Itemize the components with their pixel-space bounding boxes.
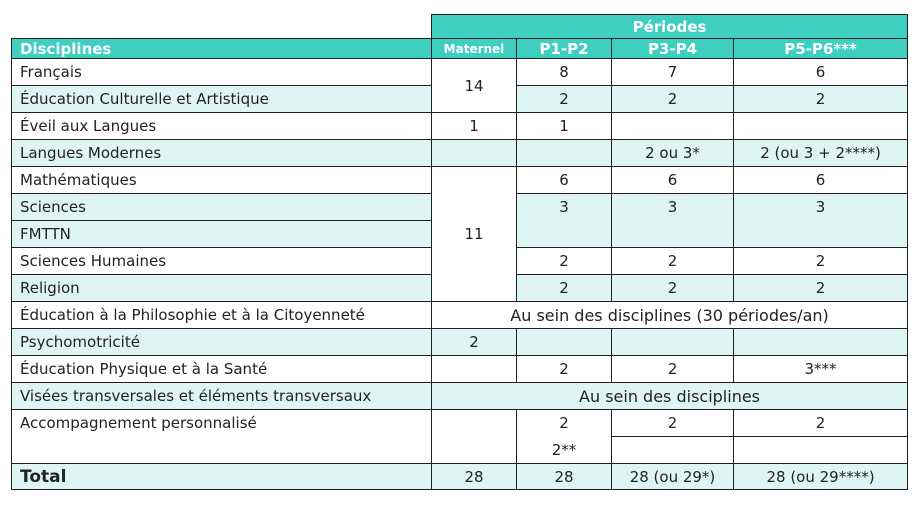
p1-p2-value: 2	[517, 275, 612, 302]
discipline-name: Visées transversales et éléments transversaux	[12, 383, 432, 410]
maternel-value: 1	[432, 113, 517, 140]
p5-p6-empty	[734, 437, 908, 464]
p3-p4-value: 2	[612, 356, 734, 383]
maternel-value: 11	[432, 167, 517, 302]
p3-p4-value: 7	[612, 59, 734, 86]
total-label: Total	[12, 464, 432, 490]
table-row	[12, 113, 908, 140]
total-row	[12, 464, 908, 490]
p5-p6-value: 2	[734, 410, 908, 437]
column-header-p5-p6: P5-P6***	[734, 39, 908, 59]
discipline-name: Psychomotricité	[12, 329, 432, 356]
discipline-name: Langues Modernes	[12, 140, 432, 167]
total-maternel: 28	[432, 464, 517, 490]
periods-header: Périodes	[432, 15, 908, 39]
p3-p4-value: 2 ou 3*	[612, 140, 734, 167]
p3-p4-value	[612, 329, 734, 356]
p3-p4-value: 2	[612, 410, 734, 437]
total-p5-p6: 28 (ou 29****)	[734, 464, 908, 490]
p3-p4-value: 2	[612, 86, 734, 113]
maternel-value	[432, 356, 517, 383]
total-p3-p4: 28 (ou 29*)	[612, 464, 734, 490]
column-header-p3-p4: P3-P4	[612, 39, 734, 59]
header-blank-cell	[12, 15, 432, 39]
table-row	[12, 410, 908, 437]
p1-p2-value: 2	[517, 86, 612, 113]
spanning-note: Au sein des disciplines	[432, 383, 908, 410]
table-row	[12, 302, 908, 329]
discipline-name: FMTTN	[12, 221, 432, 248]
p5-p6-value	[734, 329, 908, 356]
p3-p4-value: 6	[612, 167, 734, 194]
p1-p2-value	[517, 329, 612, 356]
maternel-value: 2	[432, 329, 517, 356]
p5-p6-value: 6	[734, 167, 908, 194]
p5-p6-value: 2	[734, 275, 908, 302]
table-row	[12, 383, 908, 410]
table-row	[12, 356, 908, 383]
column-header-p1-p2: P1-P2	[517, 39, 612, 59]
table-row	[12, 329, 908, 356]
discipline-name: Éveil aux Langues	[12, 113, 432, 140]
p1-p2-value: 2	[517, 248, 612, 275]
p1-p2-value: 2	[517, 410, 612, 437]
maternel-value	[432, 410, 517, 464]
p5-p6-value: 2 (ou 3 + 2****)	[734, 140, 908, 167]
p1-p2-value: 2	[517, 356, 612, 383]
p3-p4-empty	[612, 437, 734, 464]
table-row	[12, 167, 908, 194]
discipline-name: Français	[12, 59, 432, 86]
p3-p4-value	[612, 113, 734, 140]
table-row	[12, 140, 908, 167]
p3-p4-value: 2	[612, 248, 734, 275]
p5-p6-value	[734, 113, 908, 140]
p3-p4-value: 2	[612, 275, 734, 302]
p5-p6-value: 3	[734, 194, 908, 248]
p5-p6-value: 6	[734, 59, 908, 86]
discipline-name: Accompagnement personnalisé	[12, 410, 432, 464]
p3-p4-value: 3	[612, 194, 734, 248]
maternel-value	[432, 140, 517, 167]
discipline-name: Sciences Humaines	[12, 248, 432, 275]
p1-p2-value: 3	[517, 194, 612, 248]
p1-p2-value: 6	[517, 167, 612, 194]
p1-p2-value: 1	[517, 113, 612, 140]
disciplines-header: Disciplines	[12, 39, 432, 59]
timetable-grid	[11, 14, 908, 490]
p1-p2-value	[517, 140, 612, 167]
discipline-name: Éducation à la Philosophie et à la Citoyenneté	[12, 302, 432, 329]
discipline-name: Éducation Culturelle et Artistique	[12, 86, 432, 113]
discipline-name: Mathématiques	[12, 167, 432, 194]
p1-p2-value: 8	[517, 59, 612, 86]
table-row	[12, 59, 908, 86]
p5-p6-value: 3***	[734, 356, 908, 383]
p1-p2-extra-value: 2**	[517, 437, 612, 464]
discipline-name: Religion	[12, 275, 432, 302]
p5-p6-value: 2	[734, 248, 908, 275]
p5-p6-value: 2	[734, 86, 908, 113]
discipline-name: Sciences	[12, 194, 432, 221]
discipline-name: Éducation Physique et à la Santé	[12, 356, 432, 383]
column-header-maternel: Maternel	[432, 39, 517, 59]
spanning-note: Au sein des disciplines (30 périodes/an)	[432, 302, 908, 329]
total-p1-p2: 28	[517, 464, 612, 490]
maternel-value: 14	[432, 59, 517, 113]
